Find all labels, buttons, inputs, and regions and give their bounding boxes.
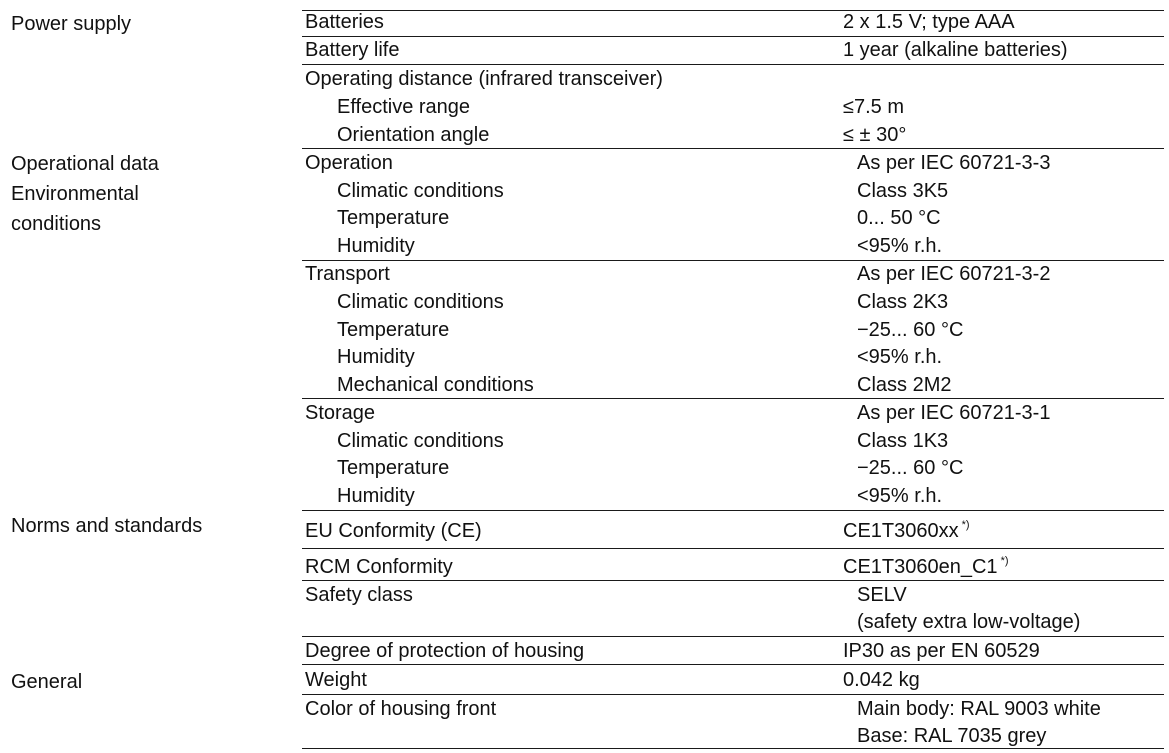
row-key: Climatic conditions — [337, 291, 504, 313]
row-value: 0... 50 °C — [857, 207, 941, 229]
row-key: Transport — [305, 263, 390, 285]
row-key: RCM Conformity — [305, 556, 453, 578]
table-rule — [302, 580, 1164, 581]
row-key: Temperature — [337, 319, 450, 341]
row-value: As per IEC 60721-3-2 — [857, 263, 1051, 285]
row-key: EU Conformity (CE) — [305, 520, 482, 542]
row-key: Operating distance (infrared transceiver) — [305, 68, 663, 90]
row-key: Humidity — [337, 485, 415, 507]
row-value: SELV — [857, 584, 907, 606]
section-label-environmental: Environmental — [11, 183, 139, 205]
section-label-operational-data: Operational data — [11, 153, 159, 175]
row-key: Color of housing front — [305, 698, 497, 720]
table-rule — [302, 748, 1164, 749]
row-value: As per IEC 60721-3-1 — [857, 402, 1051, 424]
table-rule — [302, 64, 1164, 65]
row-key: Humidity — [337, 235, 415, 257]
row-key: Storage — [305, 402, 376, 424]
row-value: −25... 60 °C — [857, 319, 964, 341]
table-rule — [302, 510, 1164, 511]
row-key: Temperature — [337, 457, 450, 479]
row-value: <95% r.h. — [857, 235, 943, 257]
footnote-marker: *) — [1000, 555, 1009, 567]
row-key: Degree of protection of housing — [305, 640, 585, 662]
row-value — [843, 519, 970, 546]
row-key: Safety class — [305, 584, 413, 606]
row-key: Climatic conditions — [337, 180, 504, 202]
row-value: Class 2M2 — [857, 374, 952, 396]
row-key: Operation — [305, 152, 393, 174]
row-key: Mechanical conditions — [337, 374, 534, 396]
row-key: Climatic conditions — [337, 430, 504, 452]
table-rule — [302, 398, 1164, 399]
row-key: Effective range — [337, 96, 471, 118]
table-rule — [302, 664, 1164, 665]
row-value-continued: Base: RAL 7035 grey — [857, 725, 1047, 747]
table-rule — [302, 36, 1164, 37]
section-label-general: General — [11, 671, 83, 693]
row-value: <95% r.h. — [857, 346, 943, 368]
row-value: 1 year (alkaline batteries) — [843, 39, 1068, 61]
row-value-continued: (safety extra low-voltage) — [857, 611, 1081, 633]
table-rule — [302, 10, 1164, 11]
section-label-power-supply: Power supply — [11, 13, 132, 35]
row-value: As per IEC 60721-3-3 — [857, 152, 1051, 174]
table-rule — [302, 548, 1164, 549]
row-value: IP30 as per EN 60529 — [843, 640, 1040, 662]
section-label-conditions: conditions — [11, 213, 102, 235]
row-key: Humidity — [337, 346, 415, 368]
row-value: 0.042 kg — [843, 669, 920, 691]
table-rule — [302, 148, 1164, 149]
row-value: ≤7.5 m — [843, 96, 904, 118]
row-key: Weight — [305, 669, 367, 691]
row-value: <95% r.h. — [857, 485, 943, 507]
row-value: Main body: RAL 9003 white — [857, 698, 1101, 720]
footnote-marker: *) — [961, 519, 970, 531]
row-value-text: CE1T3060xx — [843, 520, 959, 542]
row-value: 2 x 1.5 V; type AAA — [843, 11, 1015, 33]
row-key: Batteries — [305, 11, 384, 33]
table-rule — [302, 636, 1164, 637]
table-rule — [302, 694, 1164, 695]
row-value: Class 2K3 — [857, 291, 949, 313]
row-key: Temperature — [337, 207, 450, 229]
row-value: −25... 60 °C — [857, 457, 964, 479]
table-rule — [302, 260, 1164, 261]
row-key: Battery life — [305, 39, 400, 61]
row-value-text: CE1T3060en_C1 — [843, 556, 998, 578]
row-key: Orientation angle — [337, 124, 490, 146]
row-value — [843, 555, 1009, 582]
section-label-norms-standards: Norms and standards — [11, 515, 203, 537]
row-value: ≤ ± 30° — [843, 124, 907, 146]
row-value: Class 3K5 — [857, 180, 949, 202]
row-value: Class 1K3 — [857, 430, 949, 452]
